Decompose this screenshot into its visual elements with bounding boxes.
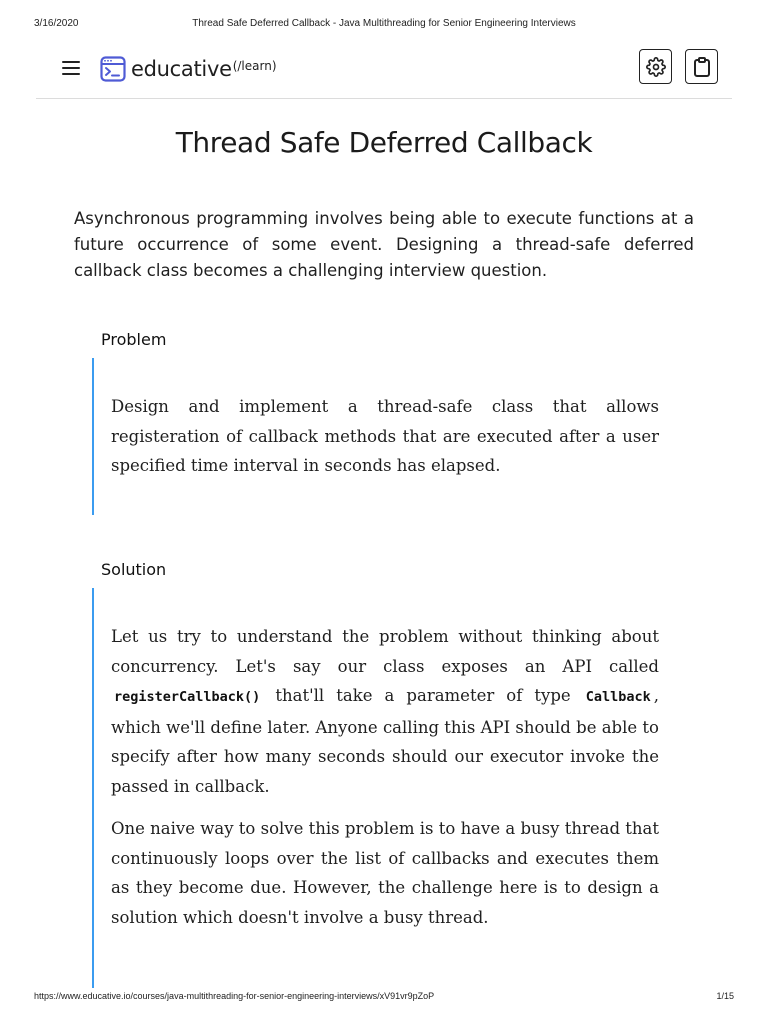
educative-logo-icon <box>100 56 126 82</box>
solution-text-part-1: Let us try to understand the problem without thinking about concurrency. Let's say our class exposes an API called <box>111 627 659 676</box>
intro-paragraph: Asynchronous programming involves being able to execute functions at a future occurrence of some event. Designing a thread-safe deferred callback class becomes a challenging interview question. <box>74 209 694 280</box>
solution-paragraph-1 <box>111 622 659 801</box>
brand-name: educative <box>131 57 232 81</box>
solution-quote-bar <box>92 588 94 988</box>
solution-text-part-3: , which we'll define later. Anyone calling this API should be able to specify after how many seconds should our executor invoke the passed in callback. <box>111 686 660 796</box>
print-url: https://www.educative.io/courses/java-multithreading-for-senior-engineering-interviews/xV91vr9pZoP <box>34 991 435 1001</box>
brand-path: (/learn) <box>232 59 277 73</box>
solution-paragraph-2: One naive way to solve this problem is to have a busy thread that continuously loops over the list of callbacks and executes them as they become due. However, the challenge here is to design a solution which doesn't involve a busy thread. <box>111 819 659 927</box>
print-page-number: 1/15 <box>716 991 734 1001</box>
page-title: Thread Safe Deferred Callback <box>175 126 593 159</box>
callback-type-code: Callback <box>585 689 651 705</box>
clipboard-icon <box>693 57 711 77</box>
print-page-title: Thread Safe Deferred Callback - Java Multithreading for Senior Engineering Interviews <box>192 18 576 29</box>
print-header <box>34 18 734 32</box>
educative-logo-link[interactable] <box>100 55 277 83</box>
gear-icon <box>646 57 666 77</box>
solution-text-part-2: that'll take a parameter of type <box>275 686 571 705</box>
settings-button[interactable] <box>639 49 672 84</box>
problem-statement: Design and implement a thread-safe class that allows registeration of callback methods that are executed after a user specified time interval in seconds has elapsed. <box>111 397 659 475</box>
notes-button[interactable] <box>685 49 718 84</box>
problem-heading: Problem <box>101 330 167 349</box>
print-footer <box>34 991 734 1003</box>
top-navigation-bar <box>36 48 732 99</box>
register-callback-code: registerCallback() <box>114 689 261 705</box>
problem-quote-bar <box>92 358 94 515</box>
hamburger-menu-icon[interactable] <box>62 61 80 75</box>
print-date: 3/16/2020 <box>34 18 79 29</box>
solution-heading: Solution <box>101 560 167 579</box>
